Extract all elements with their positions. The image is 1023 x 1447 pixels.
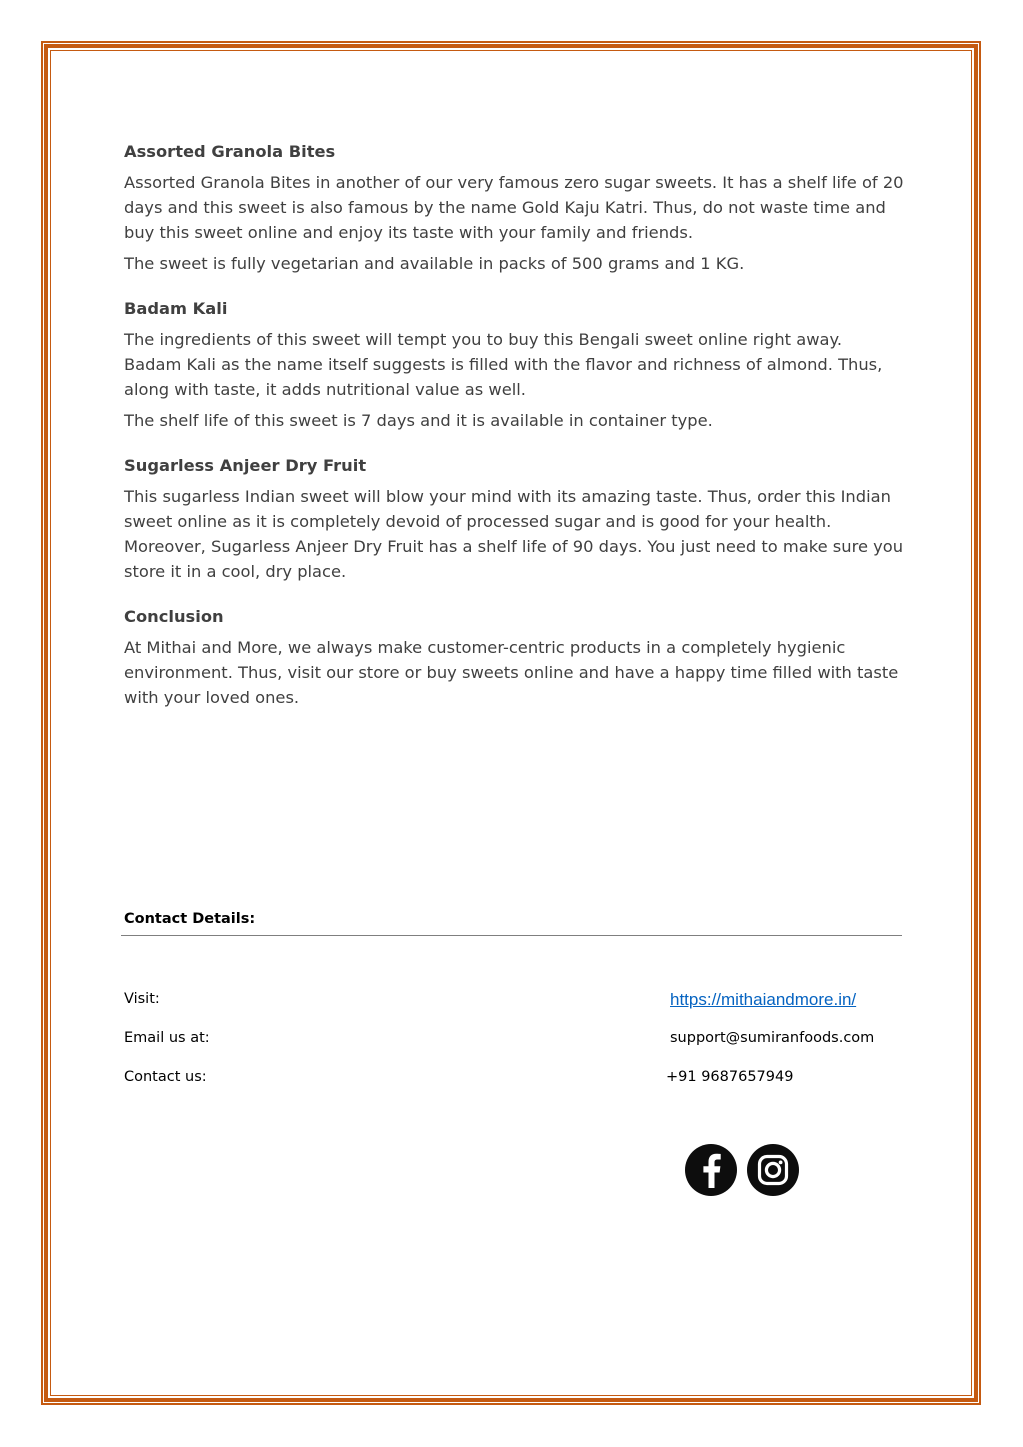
section-paragraph: At Mithai and More, we always make customer-centric products in a completely hygienic environment. Thus, visit our store or buy sweets online and have a happy time filled with taste with your loved ones. [124,638,899,707]
phone-value[interactable]: +91 9687657949 [666,1069,794,1085]
section-badam-kali [124,295,904,433]
section-paragraph: The shelf life of this sweet is 7 days and it is available in container type. [124,411,713,430]
section-paragraph: The sweet is fully vegetarian and available in packs of 500 grams and 1 KG. [124,254,745,273]
visit-label: Visit: [124,991,160,1007]
section-conclusion [124,603,904,710]
email-value[interactable]: support@sumiranfoods.com [670,1030,875,1046]
section-paragraph: The ingredients of this sweet will tempt you to buy this Bengali sweet online right away. Badam Kali as the name itself suggests is filled with the flavor and richness of almond. Thus, along with taste, it adds nutritional value as well. [124,330,883,399]
instagram-icon[interactable] [747,1144,799,1196]
section-paragraph: Assorted Granola Bites in another of our very famous zero sugar sweets. It has a shelf life of 20 days and this sweet is also famous by the name Gold Kaju Katri. Thus, do not waste time and buy this sweet online and enjoy its taste with your family and friends. [124,173,904,242]
phone-label: Contact us: [124,1069,207,1085]
section-heading: Sugarless Anjeer Dry Fruit [124,456,367,475]
article-body [124,138,904,710]
section-assorted-granola-bites [124,138,904,276]
email-label: Email us at: [124,1030,210,1046]
contact-divider [121,935,902,936]
section-heading: Assorted Granola Bites [124,142,336,161]
website-link[interactable]: https://mithaiandmore.in/ [670,990,857,1009]
facebook-icon[interactable] [685,1144,737,1196]
section-paragraph: This sugarless Indian sweet will blow your mind with its amazing taste. Thus, order this Indian sweet online as it is completely devoid of processed sugar and is good for your health. Moreover, Sugarless Anjeer Dry Fruit has a shelf life of 90 days. You just need to make sure you store it in a cool, dry place. [124,487,904,581]
section-heading: Badam Kali [124,299,228,318]
section-heading: Conclusion [124,607,224,626]
contact-details-heading: Contact Details: [124,911,256,927]
section-sugarless-anjeer-dry-fruit [124,452,904,584]
